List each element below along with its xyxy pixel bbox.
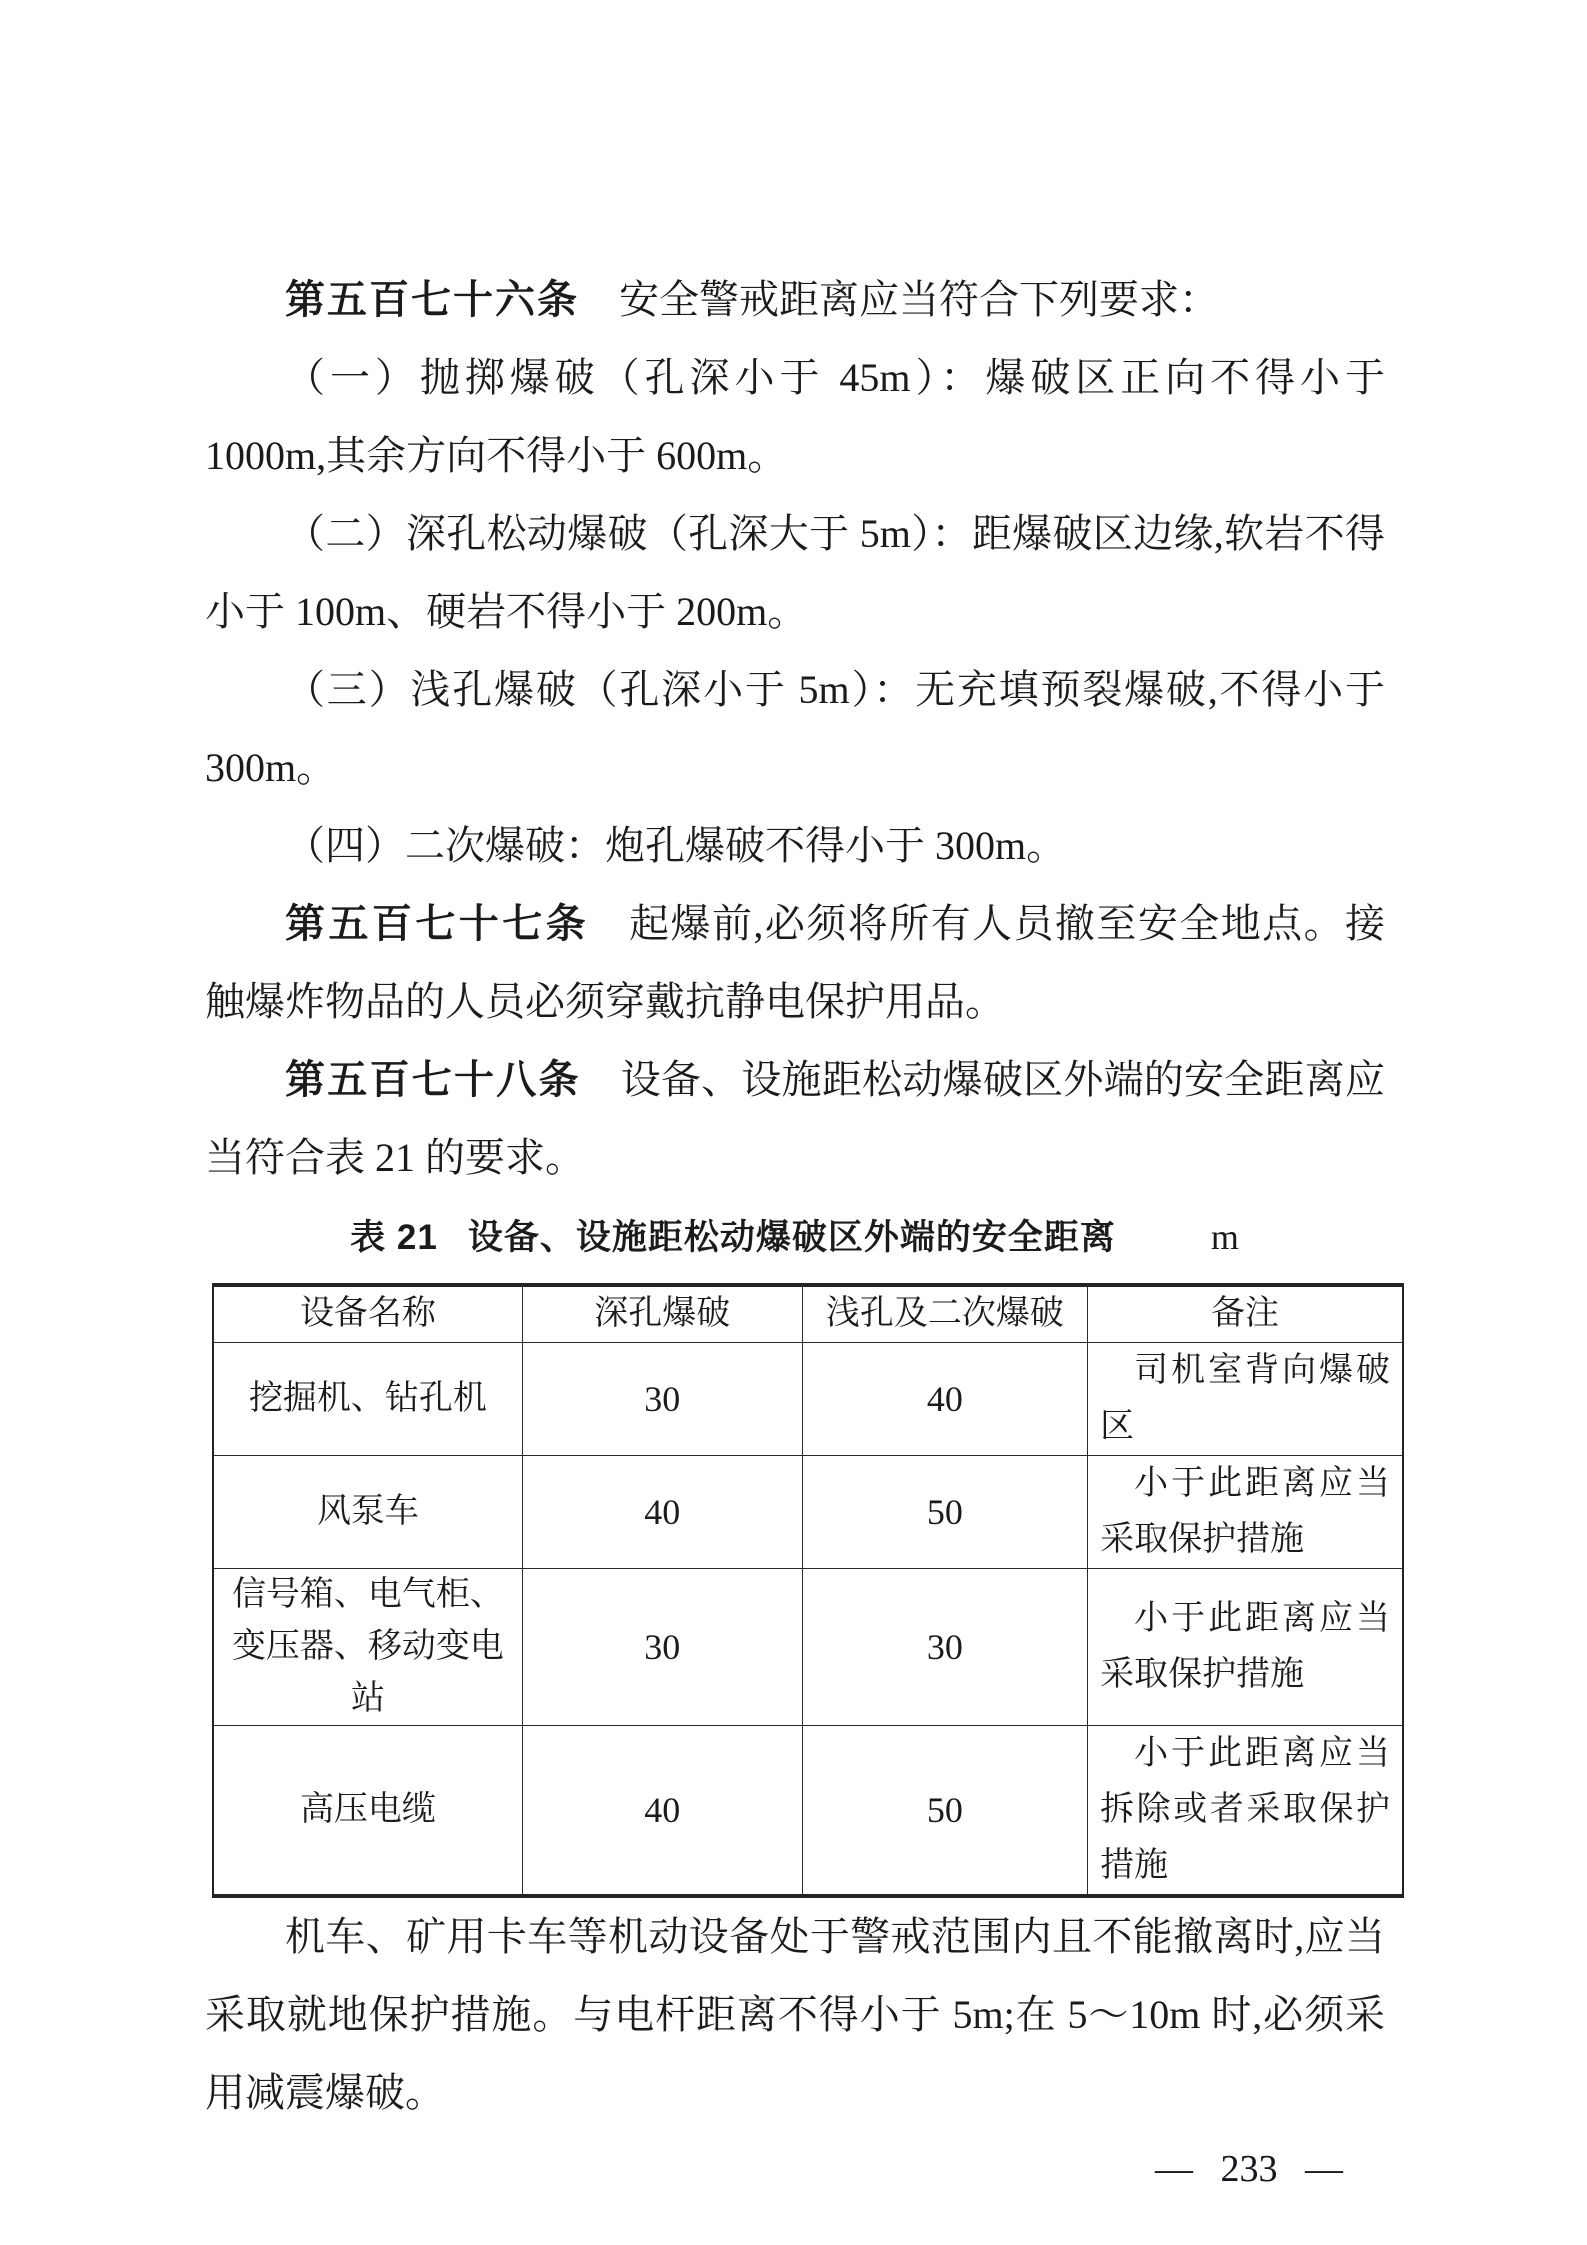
item-4-text: （四）二次爆破：炮孔爆破不得小于 300m。 xyxy=(285,823,1067,868)
table-row xyxy=(213,1725,1403,1896)
table-caption-unit: m xyxy=(1210,1217,1240,1257)
document-content xyxy=(205,261,1390,2200)
column-header-remark: 备注 xyxy=(1088,1285,1403,1342)
deep-hole-value-cell: 30 xyxy=(522,1568,802,1725)
item-2-paragraph xyxy=(205,495,1385,651)
closing-paragraph xyxy=(205,1898,1385,2132)
article-578-text: 设备、设施距松动爆破区外端的安全距离应当符合表 21 的要求。 xyxy=(205,1057,1386,1180)
item-3-paragraph xyxy=(205,651,1385,807)
page-number: — 233 — xyxy=(1155,2147,1343,2190)
deep-hole-value-cell: 40 xyxy=(522,1725,802,1896)
column-header-deep-hole: 深孔爆破 xyxy=(522,1285,802,1342)
table-row xyxy=(213,1342,1403,1455)
deep-hole-value-cell: 40 xyxy=(522,1455,802,1568)
closing-paragraph-text: 机车、矿用卡车等机动设备处于警戒范围内且不能撤离时,应当采取就地保护措施。与电杆距离不得小于 5m;在 5～10m 时,必须采用减震爆破。 xyxy=(205,1913,1385,2115)
table-caption-label: 表 21 xyxy=(350,1218,438,1257)
article-577-number: 第五百七十七条 xyxy=(285,902,590,946)
article-576-text: 安全警戒距离应当符合下列要求： xyxy=(619,277,1219,322)
table-header-row xyxy=(213,1285,1403,1342)
shallow-hole-value-cell: 40 xyxy=(802,1342,1088,1455)
device-name-cell: 信号箱、电气柜、变压器、移动变电站 xyxy=(213,1568,522,1725)
deep-hole-value-cell: 30 xyxy=(522,1342,802,1455)
article-577-paragraph xyxy=(205,885,1385,1041)
remark-cell: 小于此距离应当采取保护措施 xyxy=(1088,1568,1403,1725)
table-caption xyxy=(205,1207,1385,1267)
article-577-text: 起爆前,必须将所有人员撤至安全地点。接触爆炸物品的人员必须穿戴抗静电保护用品。 xyxy=(205,901,1386,1024)
item-3-text: （三）浅孔爆破（孔深小于 5m）：无充填预裂爆破,不得小于 300m。 xyxy=(205,667,1385,790)
shallow-hole-value-cell: 30 xyxy=(802,1568,1088,1725)
device-name-cell: 挖掘机、钻孔机 xyxy=(213,1342,522,1455)
table-row xyxy=(213,1455,1403,1568)
table-caption-title: 设备、设施距松动爆破区外端的安全距离 xyxy=(467,1218,1116,1257)
shallow-hole-value-cell: 50 xyxy=(802,1725,1088,1896)
article-576-paragraph xyxy=(205,261,1385,339)
item-1-text: （一）抛掷爆破（孔深小于 45m）：爆破区正向不得小于 1000m,其余方向不得小于 600m。 xyxy=(205,355,1385,478)
column-header-shallow-hole: 浅孔及二次爆破 xyxy=(802,1285,1088,1342)
safety-distance-table xyxy=(212,1283,1404,1898)
remark-cell: 小于此距离应当拆除或者采取保护措施 xyxy=(1088,1725,1403,1896)
item-1-paragraph xyxy=(205,339,1385,495)
article-578-paragraph xyxy=(205,1041,1385,1197)
article-576-number: 第五百七十六条 xyxy=(285,278,579,322)
remark-cell: 司机室背向爆破区 xyxy=(1088,1342,1403,1455)
item-4-paragraph xyxy=(205,807,1385,885)
remark-cell: 小于此距离应当采取保护措施 xyxy=(1088,1455,1403,1568)
device-name-cell: 风泵车 xyxy=(213,1455,522,1568)
column-header-device: 设备名称 xyxy=(213,1285,522,1342)
shallow-hole-value-cell: 50 xyxy=(802,1455,1088,1568)
item-2-text: （二）深孔松动爆破（孔深大于 5m）：距爆破区边缘,软岩不得小于 100m、硬岩不得小于 200m。 xyxy=(205,511,1385,634)
device-name-cell: 高压电缆 xyxy=(213,1725,522,1896)
article-578-number: 第五百七十八条 xyxy=(285,1058,581,1102)
table-row xyxy=(213,1568,1403,1725)
